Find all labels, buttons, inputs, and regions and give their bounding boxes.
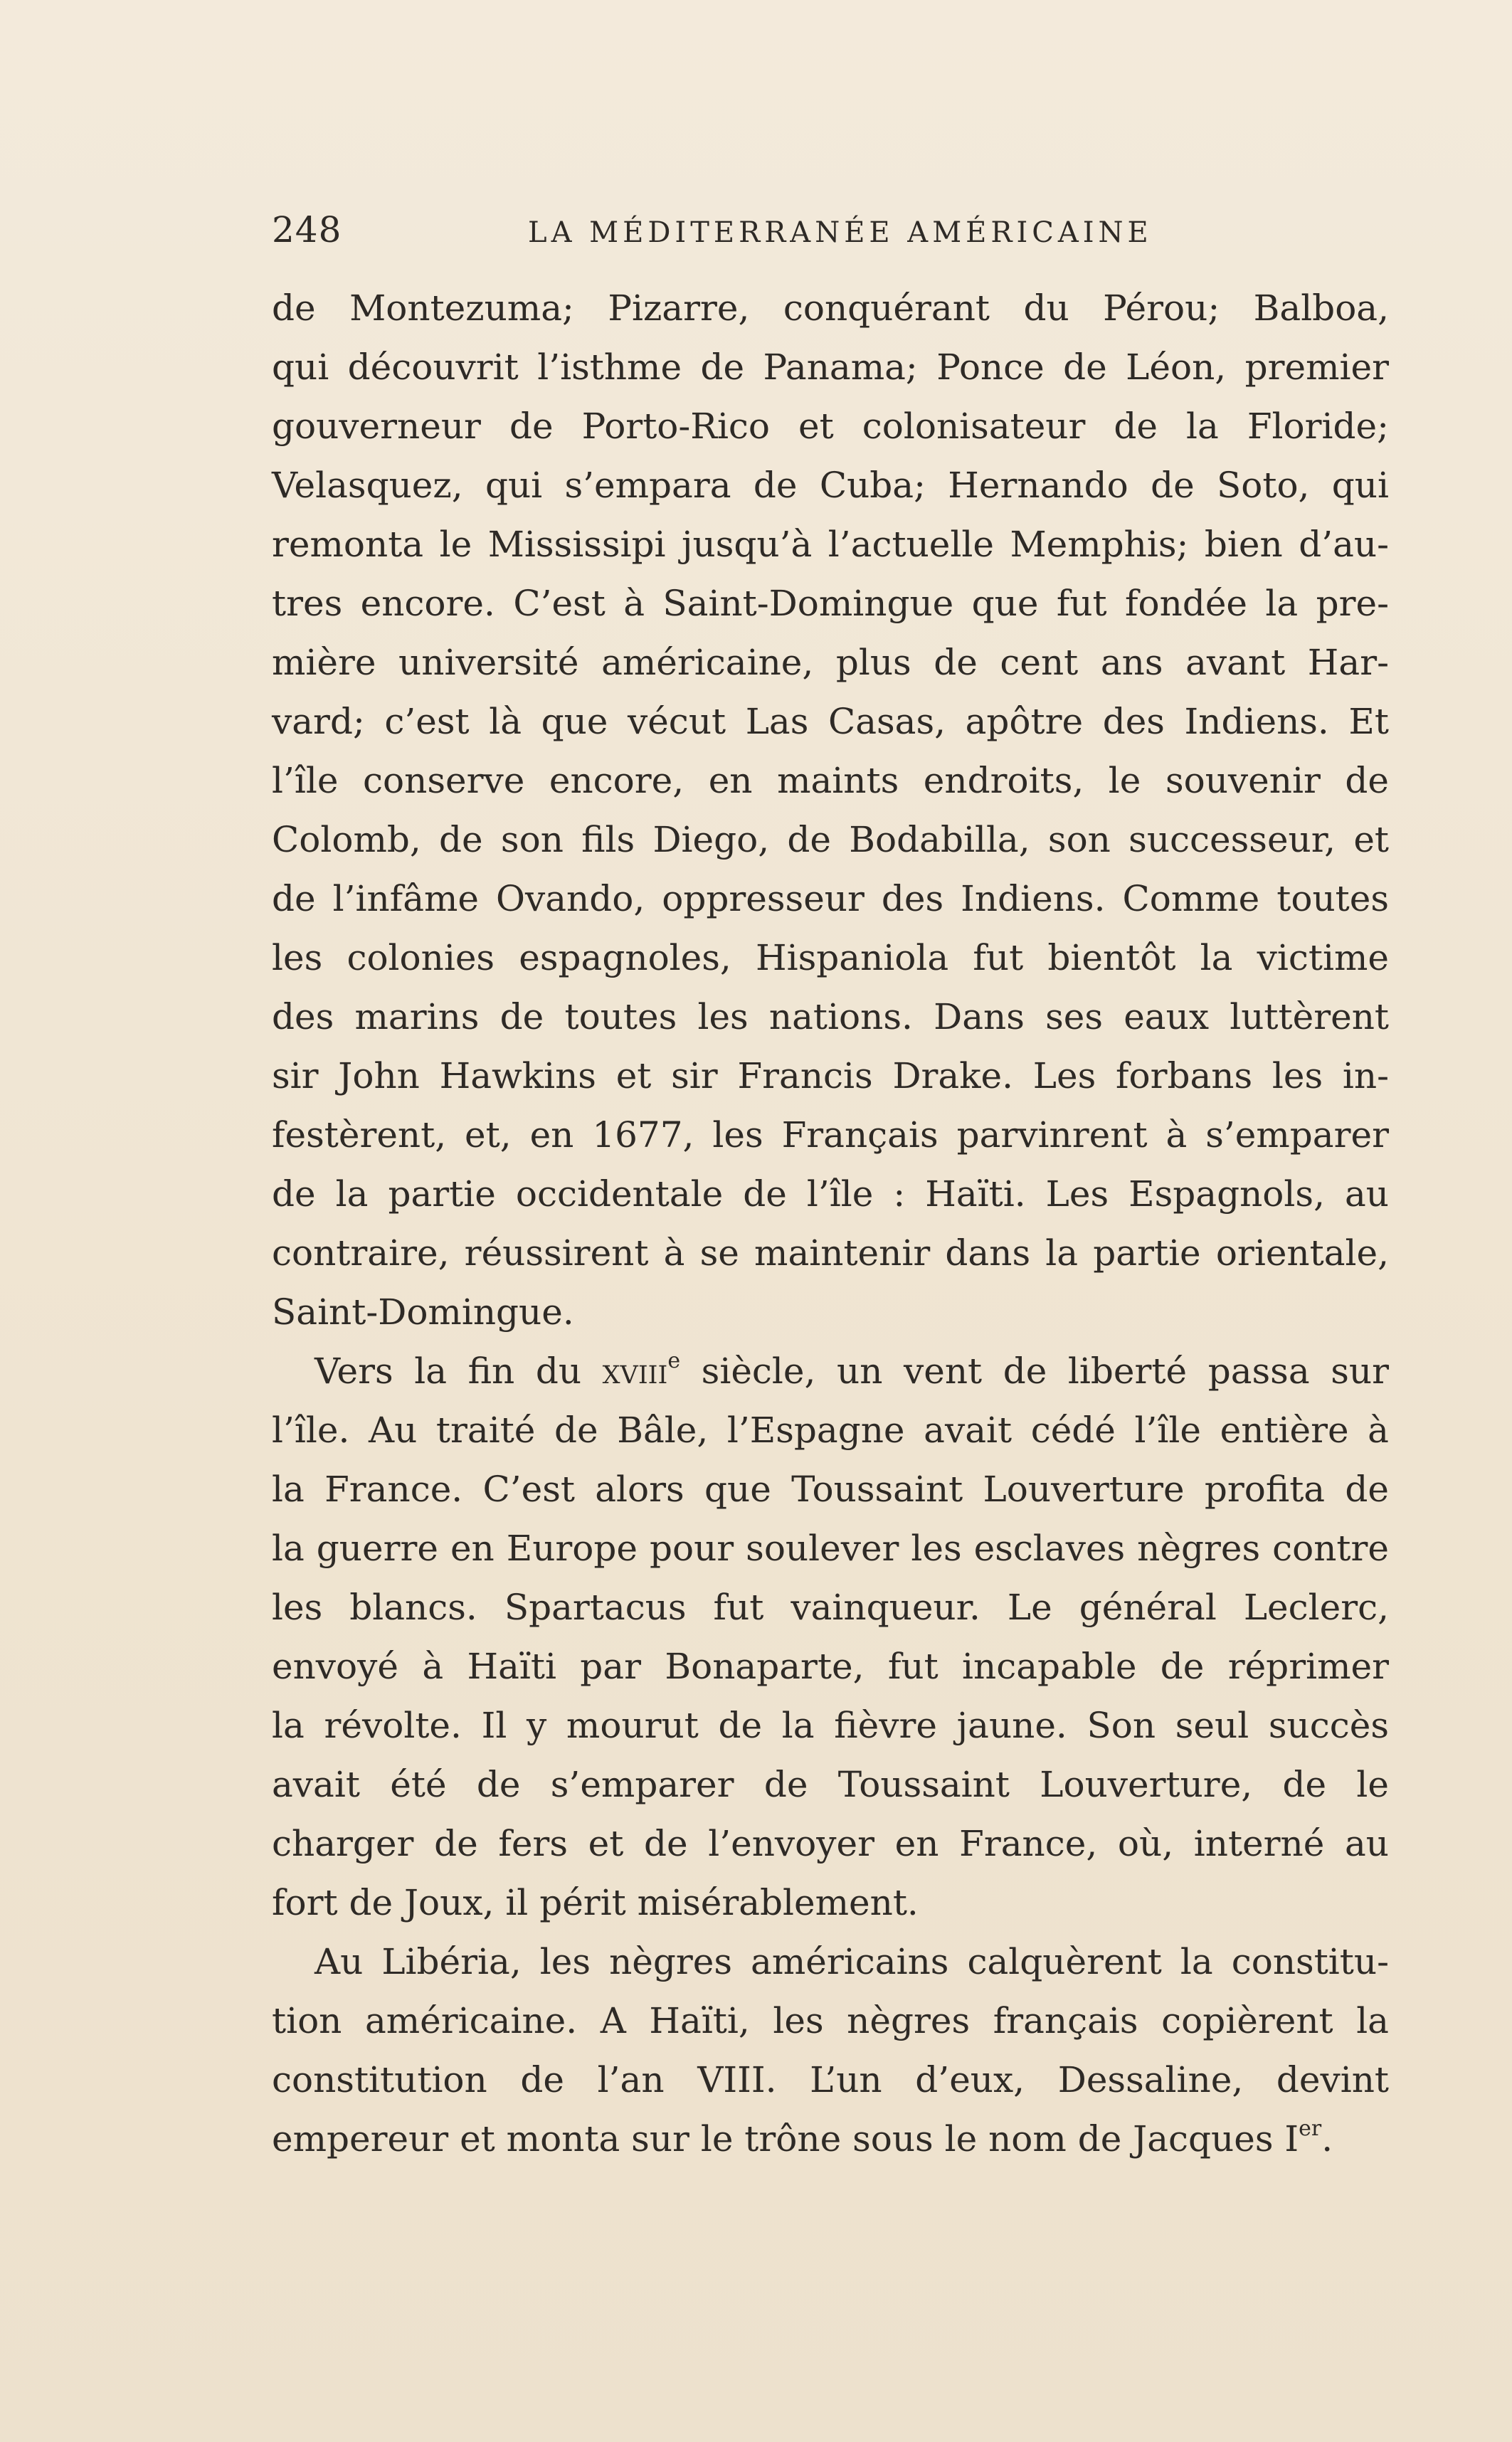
text-line: des marins de toutes les nations. Dans ses eaux luttèrent [272,996,1389,1037]
text-line: Saint-Domingue. [272,1291,574,1333]
text-line: constitution de l’an VIII. L’un d’eux, Dessaline, devint [272,2059,1389,2100]
text-line: contraire, réussirent à se maintenir dans la partie orientale, [272,1232,1389,1274]
text-run: Vers la fin du [314,1350,603,1392]
text-line: tres encore. C’est à Saint-Domingue que fut fondée la pre- [272,583,1389,624]
text-line: l’île conserve encore, en maints endroits, le souvenir de [272,760,1389,801]
text-line: qui découvrit l’isthme de Panama; Ponce de Léon, premier [272,347,1389,388]
text-line: mière université américaine, plus de cent ans avant Har- [272,642,1389,683]
text-line: sir John Hawkins et sir Francis Drake. Les forbans les in- [272,1055,1389,1096]
text-line: remonta le Mississipi jusqu’à l’actuelle Memphis; bien d’au- [272,524,1389,565]
running-head [272,205,1389,255]
body-text [272,279,1389,2169]
text-line: envoyé à Haïti par Bonaparte, fut incapable de réprimer [272,1646,1389,1687]
text-line: la révolte. Il y mourut de la fièvre jaune. Son seul succès [272,1705,1389,1746]
text-line: charger de fers et de l’envoyer en France, où, interné au [272,1823,1389,1864]
text-run: siècle, un vent de liberté passa sur [680,1350,1389,1392]
text-line: la guerre en Europe pour soulever les esclaves nègres contre [272,1528,1389,1569]
superscript: e [667,1348,681,1373]
text-line: l’île. Au traité de Bâle, l’Espagne avait cédé l’île entière à [272,1410,1389,1451]
text-line: fort de Joux, il périt misérablement. [272,1882,919,1923]
text-line: tion américaine. A Haïti, les nègres français copièrent la [272,2000,1389,2041]
text-line: Colomb, de son fils Diego, de Bodabilla, son successeur, et [272,819,1389,860]
text-line: de Montezuma; Pizarre, conquérant du Pérou; Balboa, [272,287,1389,329]
text-line: la France. C’est alors que Toussaint Louverture profita de [272,1469,1389,1510]
text-line: Velasquez, qui s’empara de Cuba; Hernando de Soto, qui [272,465,1389,506]
text-line [272,2110,1389,2169]
text-run: . [1321,2118,1333,2160]
text-line: de l’infâme Ovando, oppresseur des Indiens. Comme toutes [272,878,1389,919]
page-number: 248 [272,209,342,250]
text-line: festèrent, et, en 1677, les Français parvinrent à s’emparer [272,1114,1389,1156]
running-title: LA MÉDITERRANÉE AMÉRICAINE [528,216,1153,249]
text-line [272,1342,1389,1401]
text-line: Au Libéria, les nègres américains calquèrent la constitu- [314,1941,1389,1982]
text-run: empereur et monta sur le trône sous le nom de Jacques I [272,2118,1299,2160]
text-line: les colonies espagnoles, Hispaniola fut bientôt la victime [272,937,1389,978]
text-line: gouverneur de Porto-Rico et colonisateur de la Floride; [272,406,1389,447]
text-line: de la partie occidentale de l’île : Haïti. Les Espagnols, au [272,1173,1389,1215]
superscript: er [1299,2116,1322,2141]
text-line: les blancs. Spartacus fut vainqueur. Le général Leclerc, [272,1587,1389,1628]
text-line: avait été de s’emparer de Toussaint Louverture, de le [272,1764,1389,1805]
text-line: vard; c’est là que vécut Las Casas, apôtre des Indiens. Et [272,701,1389,742]
century-numeral: xviii [602,1350,668,1392]
